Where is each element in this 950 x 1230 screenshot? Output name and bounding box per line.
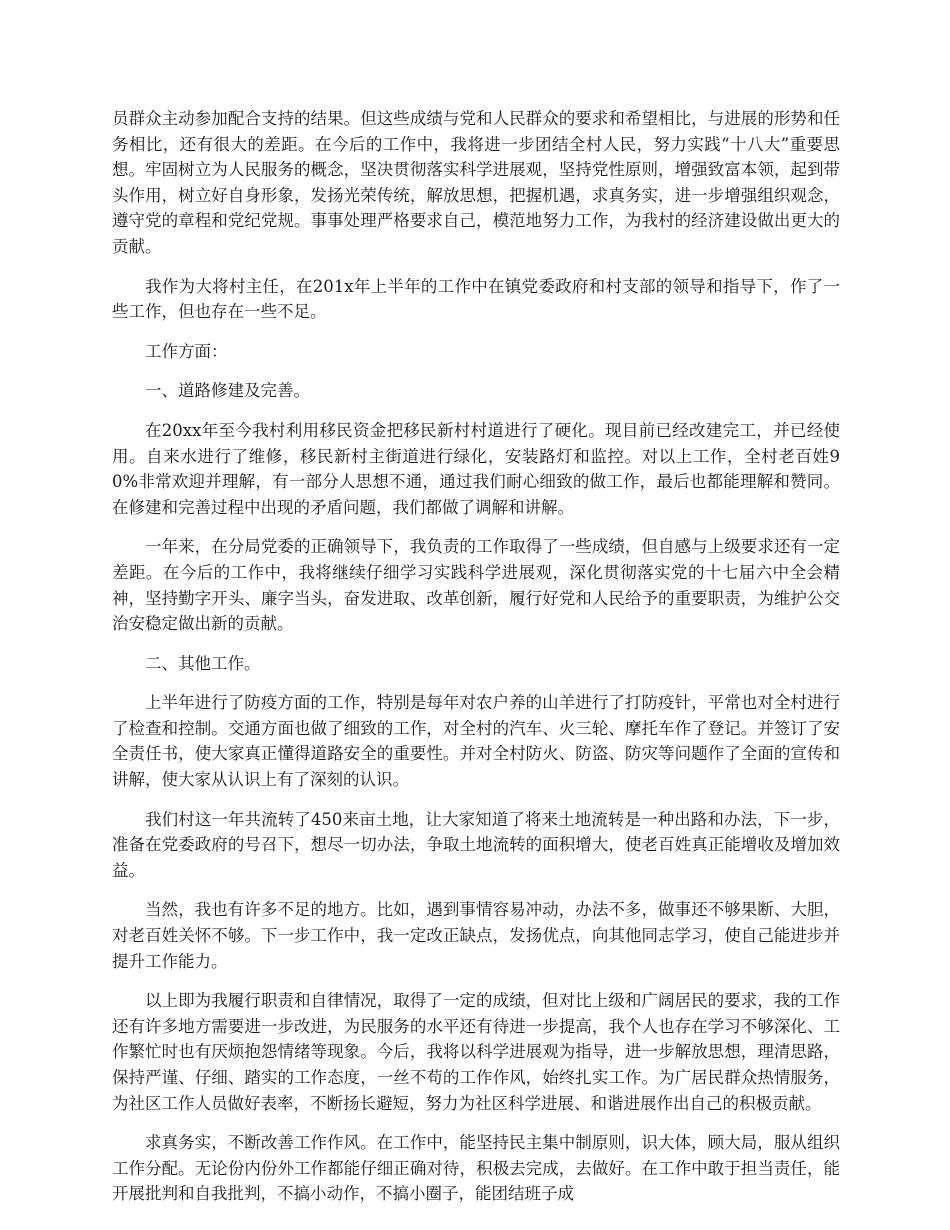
- paragraph: 以上即为我履行职责和自律情况，取得了一定的成绩，但对比上级和广阔居民的要求，我的工作还有许多地方需要进一步改进，为民服务的水平还有待进一步提高，我个人也存在学习不够深化、工作繁忙时也有厌烦抱怨情绪等现象。今后，我将以科学进展观为指导，进一步解放思想，理清思路，保持严谨、仔细、踏实的工作态度，一丝不苟的工作作风，始终扎实工作。为广居民群众热情服务，为社区工作人员做好表率，不断扬长避短，努力为社区科学进展、和谐进展作出自己的积极贡献。: [112, 991, 840, 1113]
- paragraph: 求真务实，不断改善工作作风。在工作中，能坚持民主集中制原则，识大体，顾大局，服从组织工作分配。无论份内份外工作都能仔细正确对待，积极去完成，去做好。在工作中敢于担当责任，能开展批判和自我批判，不搞小动作，不搞小圈子，能团结班子成: [112, 1133, 840, 1204]
- paragraph: 我们村这一年共流转了450来亩土地，让大家知道了将来土地流转是一种出路和办法，下一步，准备在党委政府的号召下，想尽一切办法，争取土地流转的面积增大，使老百姓真正能增收及增加效益。: [112, 809, 840, 880]
- paragraph: 在20xx年至今我村利用移民资金把移民新村村道进行了硬化。现目前已经改建完工，并已经使用。自来水进行了维修，移民新村主街道进行绿化，安装路灯和监控。对以上工作，全村老百姓90%非常欢迎并理解，有一部分人思想不通，通过我们耐心细致的做工作，最后也都能理解和赞同。在修建和完善过程中出现的矛盾问题，我们都做了调解和讲解。: [112, 420, 840, 517]
- paragraph: 工作方面：: [145, 341, 228, 361]
- paragraph: 一年来，在分局党委的正确领导下，我负责的工作取得了一些成绩，但自感与上级要求还有一定差距。在今后的工作中，我将继续仔细学习实践科学进展观，深化贯彻落实党的十七届六中全会精神，坚持勤字开头、廉字当头，奋发进取、改革创新，履行好党和人民给予的重要职责，为维护公交治安稳定做出新的贡献。: [112, 537, 840, 634]
- paragraph: 当然，我也有许多不足的地方。比如，遇到事情容易冲动，办法不多，做事还不够果断、大胆，对老百姓关怀不够。下一步工作中，我一定改正缺点，发扬优点，向其他同志学习，使自己能进步并提升工作能力。: [112, 900, 840, 971]
- paragraph: 我作为大将村主任，在201x年上半年的工作中在镇党委政府和村支部的领导和指导下，作了一些工作，但也存在一些不足。: [112, 276, 840, 322]
- paragraph: 二、其他工作。: [145, 653, 261, 673]
- paragraph: 一、道路修建及完善。: [145, 381, 310, 401]
- paragraph: 上半年进行了防疫方面的工作，特别是每年对农户养的山羊进行了打防疫针，平常也对全村进行了检查和控制。交通方面也做了细致的工作，对全村的汽车、火三轮、摩托车作了登记。并签订了安全责任书，使大家真正懂得道路安全的重要性。并对全村防火、防盗、防灾等问题作了全面的宣传和讲解，使大家从认识上有了深刻的认识。: [112, 693, 840, 790]
- paragraph: 员群众主动参加配合支持的结果。但这些成绩与党和人民群众的要求和希望相比，与进展的形势和任务相比，还有很大的差距。在今后的工作中，我将进一步团结全村人民，努力实践“十八大”重要思想。牢固树立为人民服务的概念，坚决贯彻落实科学进展观，坚持党性原则，增强致富本领，起到带头作用，树立好自身形象，发扬光荣传统，解放思想，把握机遇，求真务实，进一步增强组织观念，遵守党的章程和党纪党规。事事处理严格要求自己，模范地努力工作，为我村的经济建设做出更大的贡献。: [112, 109, 840, 256]
